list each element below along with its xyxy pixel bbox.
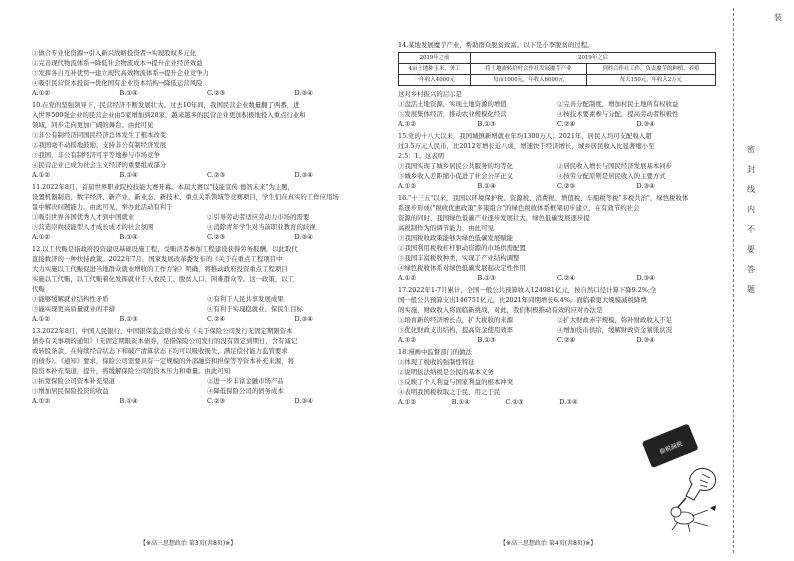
q14-table-cell: 将土地流转给村合作社发展魔芋产业 [471, 64, 587, 75]
q18-choice-a: A.①② [398, 398, 417, 406]
q12-option-3: ③能实现更高质量就业的半措 [32, 305, 116, 313]
q17-choice-c: C.②④ [557, 336, 576, 344]
q11-choice-b: B.①④ [119, 233, 138, 241]
q14-table-cell: 4亩土地种玉米，务工 [399, 64, 471, 75]
q18-option-3: ③反映了个人利益与国家利益的根本冲突 [398, 378, 514, 386]
q13-choice-a: A.①② [32, 397, 51, 405]
q16-stem-2: 系逐步形成("税收优惠政策"多策组合"的绿色税收体系框架初步建立，在有效节约社会 [398, 204, 640, 212]
q14-choice-d: D.③④ [636, 120, 655, 128]
q11-option-1: ①吸引世界各国优秀人才到中国就业 [32, 213, 135, 221]
bag-label: 偷税漏税 [658, 440, 684, 456]
q13-stem-5: 险资本补充渠道，提升，将缓解保险公司的资本压力和重量。由此可知 [32, 367, 231, 375]
q16-option-1: ①我国税收政策能够为绿色低碳发展赋能 [398, 234, 514, 242]
q16-choice-d: D.③④ [636, 274, 655, 282]
q11-options-row-2 [32, 222, 382, 232]
q14-options-row-2 [398, 109, 716, 119]
q13-choice-d: D.③④ [294, 397, 313, 405]
q13-choice-c: C.②③ [207, 397, 226, 405]
q15-stem-3: 2.5：1。这表明 [398, 152, 445, 160]
q18-cartoon-image [618, 418, 726, 536]
binding-dashed-line [733, 8, 734, 553]
q10-choice-d: D.③④ [294, 171, 313, 179]
q13-option-2: ②进一步丰富金融市场产品 [207, 377, 284, 385]
q12-option-4: ④有利于实现稳就业、保民生目标 [207, 305, 303, 313]
q11-choice-a: A.①② [32, 233, 51, 241]
q14-choices [398, 119, 716, 129]
q15-options-row-1 [398, 161, 716, 171]
q10-choice-c: C.②③ [207, 171, 226, 179]
q9-option-3: ③发挥各自互补优势→建立现代高效物流体系→提升企业竞争力 [32, 69, 209, 77]
q15-option-2: ②居民收入增长与国民经济发展基本同步 [557, 162, 673, 170]
q11-option-2: ②引导劳动者适应劳动力市场的需要 [207, 213, 310, 221]
q13-stem-3: 或转股条款，在持续经营状态下和破产清算状态下均可以吸收损失，满足偿付能力监管要求 [32, 347, 288, 355]
q11-stem-2: 设置机器制造、数字经济、新产业、新业态、新技术、重点关系领域等竞赛项目，学生们在真实的工作应用场 [32, 193, 339, 201]
figure-hand [710, 505, 716, 511]
q9-choices [32, 88, 382, 98]
q10-option-3: ③我国，非公有制经济可平等地参与市场竞争 [32, 151, 160, 159]
q12-choice-d: D.③④ [294, 315, 313, 323]
q9-option-2: ②完善现代物流体系→降低社会物流成本→提升企业经济效益 [32, 59, 203, 67]
right-column [398, 40, 716, 407]
cartoon-illustration [618, 418, 726, 536]
q14-stem-1: 14.某地发展魔芋产业，帮助群众脱贫致富。以下是小李脱贫的过程。 [398, 41, 594, 49]
q12-choice-b: B.①③ [119, 315, 138, 323]
seal-char: 题 [747, 285, 755, 294]
right-page-footer: 【※高三思想政治 第4页(共8页)※】 [500, 540, 597, 547]
q15-stem-1: 15.党的十八大以来，我国城镇新增就业年均1300万人；2021年，居民人均可支配收入超 [398, 132, 652, 140]
q12-choice-c: C.②④ [207, 315, 226, 323]
q12-option-1: ①能够缓解就业结构性矛盾 [32, 295, 109, 303]
q11-stem-1: 11.2022年8月，首届世界职业院校技能大赛开幕。本届大赛以"技能宣传 德智未来"为主题， [32, 183, 295, 191]
q9-option-4: ④吸引民营资本投资→优化国有企业资本结构→降低运营风险 [32, 79, 203, 87]
q17-choice-d: D.③④ [636, 336, 655, 344]
q16-stem-4: 高税制作为的调节能力，由此可见 [398, 224, 494, 232]
q9-choice-a: A.①② [32, 89, 51, 97]
q15-choice-b: B.①④ [477, 182, 496, 190]
q14-option-1: ①盘活土地资源，实现土地资源的增值 [398, 100, 507, 108]
q10-option-2: ②我国毫不动摇地鼓励、支持非公有制经济发展 [32, 141, 167, 149]
q13-stem-1: 13.2022年8月，中国人民银行、中国银保监会联合发布《关于保险公司发行无固定期限资本 [32, 327, 293, 335]
q12-stem-4: 实施以工代赈，以工代赈着化发挥就业于人农民工、脱贫人口、困难群众等。这一政策，以工 [32, 275, 295, 283]
q17-choice-b: B.①③ [477, 336, 496, 344]
seal-char: 封 [747, 165, 755, 174]
seal-char: 密 [747, 145, 755, 154]
q17-option-4: ④增加货币供给，缓解财政资金紧张状况 [557, 326, 673, 334]
q16-choice-c: C.②④ [557, 274, 576, 282]
q18-choice-c: C.②③ [505, 398, 524, 406]
q9-choice-b: B.①④ [119, 89, 138, 97]
seal-char: 要 [747, 245, 755, 254]
q13-option-1: ①拓宽保险公司资本补充渠道 [32, 377, 116, 385]
seal-char: 内 [747, 205, 755, 214]
q14-option-2: ②完善分配制度，增加村民土地所有权收益 [557, 100, 679, 108]
q9-choice-d: D.③④ [294, 89, 313, 97]
q18-choice-d: D.③④ [559, 398, 578, 406]
q10-stem-3: 领域，同步走向更加广阔的舞台。由此可见 [32, 121, 154, 129]
q12-stem-5: 代赈 [32, 285, 45, 293]
q18-option-4: ④表明我国税收取之于民，用之于民 [398, 388, 501, 396]
q13-stem-2: 债券有关事项的通知》（无固定期限资本债券，是指保险公司发行的没有固定到期日，含有减记 [32, 337, 298, 345]
q11-stem-3: 景中解决问题能力。由此可见，举办此活动有利于 [32, 203, 173, 211]
q12-option-2: ②有利于人民共享发展成果 [207, 295, 284, 303]
q11-choice-d: D.③④ [294, 233, 313, 241]
q17-option-3: ③优化财政支出结构，提高资金使用效率 [398, 326, 514, 334]
q17-stem-1: 17.2022年1-7月累计，全国一般公共预算收入124981亿元，按自然口径计算下降9.2%;全 [398, 286, 657, 294]
q14-sub-question: 这对乡村振兴的启示是 [398, 90, 462, 98]
q14-table-cell: 一年收入4000元 [399, 75, 471, 86]
q13-choice-b: B.①④ [119, 397, 138, 405]
q17-options-row-2 [398, 325, 716, 335]
q9-option-1: ①做合专业化资源→引入新兴战略投资者→实现股权多元化 [32, 49, 197, 57]
q11-choices [32, 232, 382, 242]
q16-option-4: ④绿色税收体系对绿色低碳发展起决定性作用 [398, 264, 526, 272]
left-column [32, 48, 382, 406]
q10-option-4: ④民营企业已成为社会主义经济的重要组成部分 [32, 161, 167, 169]
q12-choice-a: A.①② [32, 315, 51, 323]
q12-options-row-1 [32, 294, 382, 304]
q14-table-header-before: 2019年之前 [399, 53, 471, 64]
q14-option-4: ④按技术要素参与分配，提高劳动者积极性 [557, 110, 679, 118]
q13-choices [32, 396, 382, 406]
q17-stem-2: 国一般公共预算支出146751亿元，比2021年同期增长6.4%。面临着更大规模减税降费 [398, 296, 647, 304]
q12-stem-1: 12.以工代赈是指政府投资建设基础设施工程，受赈济者参加工程建设获得劳务报酬，以此取代 [32, 245, 298, 253]
q12-stem-3: 大力实施以工代赈促进当地群众就业增收的工作方案》明确，将推动政府投资重点工程项目 [32, 265, 288, 273]
q12-stem-2: 直接救济的一种扶持政策。2022年7月，国家发展改革委发布的《关于在重点工程项目中 [32, 255, 283, 263]
q15-option-3: ③城乡收入差距缩小促进了社会公平正义 [398, 172, 514, 180]
seal-notice [744, 140, 758, 300]
q16-option-3: ③我国丰富税收种类，实现了产业结构调整 [398, 254, 520, 262]
q16-choices [398, 273, 716, 283]
q13-options-row-1 [32, 376, 382, 386]
q18-option-1: ①体现了税收的强制性特征 [398, 358, 475, 366]
q15-option-4: ④按劳分配原则是居民收入的主要方式 [557, 172, 666, 180]
q16-choice-a: A.①② [398, 274, 417, 282]
q18-choices [398, 397, 613, 407]
seal-char: 答 [747, 265, 755, 274]
q15-stem-2: 过3.5万元人民币，比2012年增长近八成，增速快于经济增长，城乡居民收入比显著缩小至 [398, 142, 655, 150]
left-page-footer: 【※高三思想政治 第3页(共8页)※】 [140, 540, 237, 547]
q13-option-3: ③增加居民保险投资的收益 [32, 387, 109, 395]
q11-option-3: ③营造崇尚技能型人才成长成才的社会氛围 [32, 223, 154, 231]
q15-choice-a: A.①② [398, 182, 417, 190]
q17-option-2: ②扩大财政赤字规模，弥补财政收入不足 [557, 316, 673, 324]
q11-options-row-1 [32, 212, 382, 222]
q10-choices [32, 170, 382, 180]
q10-stem-1: 10.在党的坚强领导下，民营经济不断发展壮大。过去10年间，我国民营企业数量翻了两番，进 [32, 101, 300, 109]
q10-choice-a: A.①② [32, 171, 51, 179]
q14-table-cell: 到村合作社工作，负责魔芋的种植、养殖 [586, 64, 715, 75]
q17-choices [398, 335, 716, 345]
q14-table-header-after: 2019年之后 [471, 53, 716, 64]
q14-options-row-1 [398, 99, 716, 109]
binding-strip [725, 0, 794, 561]
q14-table-cell: 每亩1000元，年收入6000元 [471, 75, 587, 86]
q14-table-cell: 每天150元，年收入2万元 [586, 75, 715, 86]
q17-stem-3: 的实施，财政收入将面临新挑战，对此，我们积极推动有效的应对办法是 [398, 306, 603, 314]
q9-choice-c: C.②③ [207, 89, 226, 97]
q17-option-1: ①培育新的经济增长点，扩大税收的来源 [398, 316, 514, 324]
q17-choice-a: A.①② [398, 336, 417, 344]
q16-choice-b: B.①③ [477, 274, 496, 282]
binding-top-mark: 装 [774, 13, 782, 22]
q11-choice-c: C.②③ [207, 233, 226, 241]
q14-option-3: ③发展集体经济，推动农业规模化经营 [398, 110, 507, 118]
q14-table [398, 52, 716, 86]
q14-choice-b: B.①③ [477, 120, 496, 128]
q15-choices [398, 181, 716, 191]
q16-option-2: ②我国利用税收杠杆驱动资源的市场供需配置 [398, 244, 526, 252]
q13-options-row-2 [32, 386, 382, 396]
q16-stem-3: 资源的同时，我国绿色低碳产业逐步发展壮大，绿色低碳发展逐步提 [398, 214, 590, 222]
q15-options-row-2 [398, 171, 716, 181]
q15-choice-d: D.③④ [636, 182, 655, 190]
q15-choice-c: C.②③ [557, 182, 576, 190]
q14-choice-a: A.①② [398, 120, 417, 128]
q18-choice-b: B.①④ [451, 398, 470, 406]
q18-option-2: ②说明依法纳税是公民的基本义务 [398, 368, 494, 376]
q15-option-1: ①我国实现了城乡居民公共服务的均等化 [398, 162, 514, 170]
fist-shape [686, 468, 716, 500]
q12-choices [32, 314, 382, 324]
q16-stem-1: 16."十三五"以来，我国以环境保护税、资源税、消费税、增值税、车船税等税"多税共治"，绿色税收体 [398, 194, 689, 202]
q10-stem-2: 入世界500强企业的民营企业由5家增加到28家，越来越多的民营企业更加积极地投入重点行业和 [32, 111, 306, 119]
q14-choice-c: C.②④ [557, 120, 576, 128]
q11-option-4: ④消除青年学生对当前职业教育的歧视 [207, 223, 316, 231]
q13-stem-4: 的债券）。《通知》要求，保险公司需要具有一定规模的外部融资和担保等等资本补充来源，将 [32, 357, 295, 365]
q17-options-row-1 [398, 315, 716, 325]
seal-char: 线 [747, 185, 755, 194]
figure-head [671, 507, 681, 517]
q13-option-4: ④降低保险公司的债务成本 [207, 387, 284, 395]
q10-option-1: ①非公有制经济同国民经济总体发生了根本改变 [32, 131, 167, 139]
seal-char: 不 [747, 225, 755, 234]
q10-choice-b: B.①④ [119, 171, 138, 179]
q18-stem-1: 18.漫画中监督部门的做法 [398, 348, 473, 356]
q12-options-row-2 [32, 304, 382, 314]
